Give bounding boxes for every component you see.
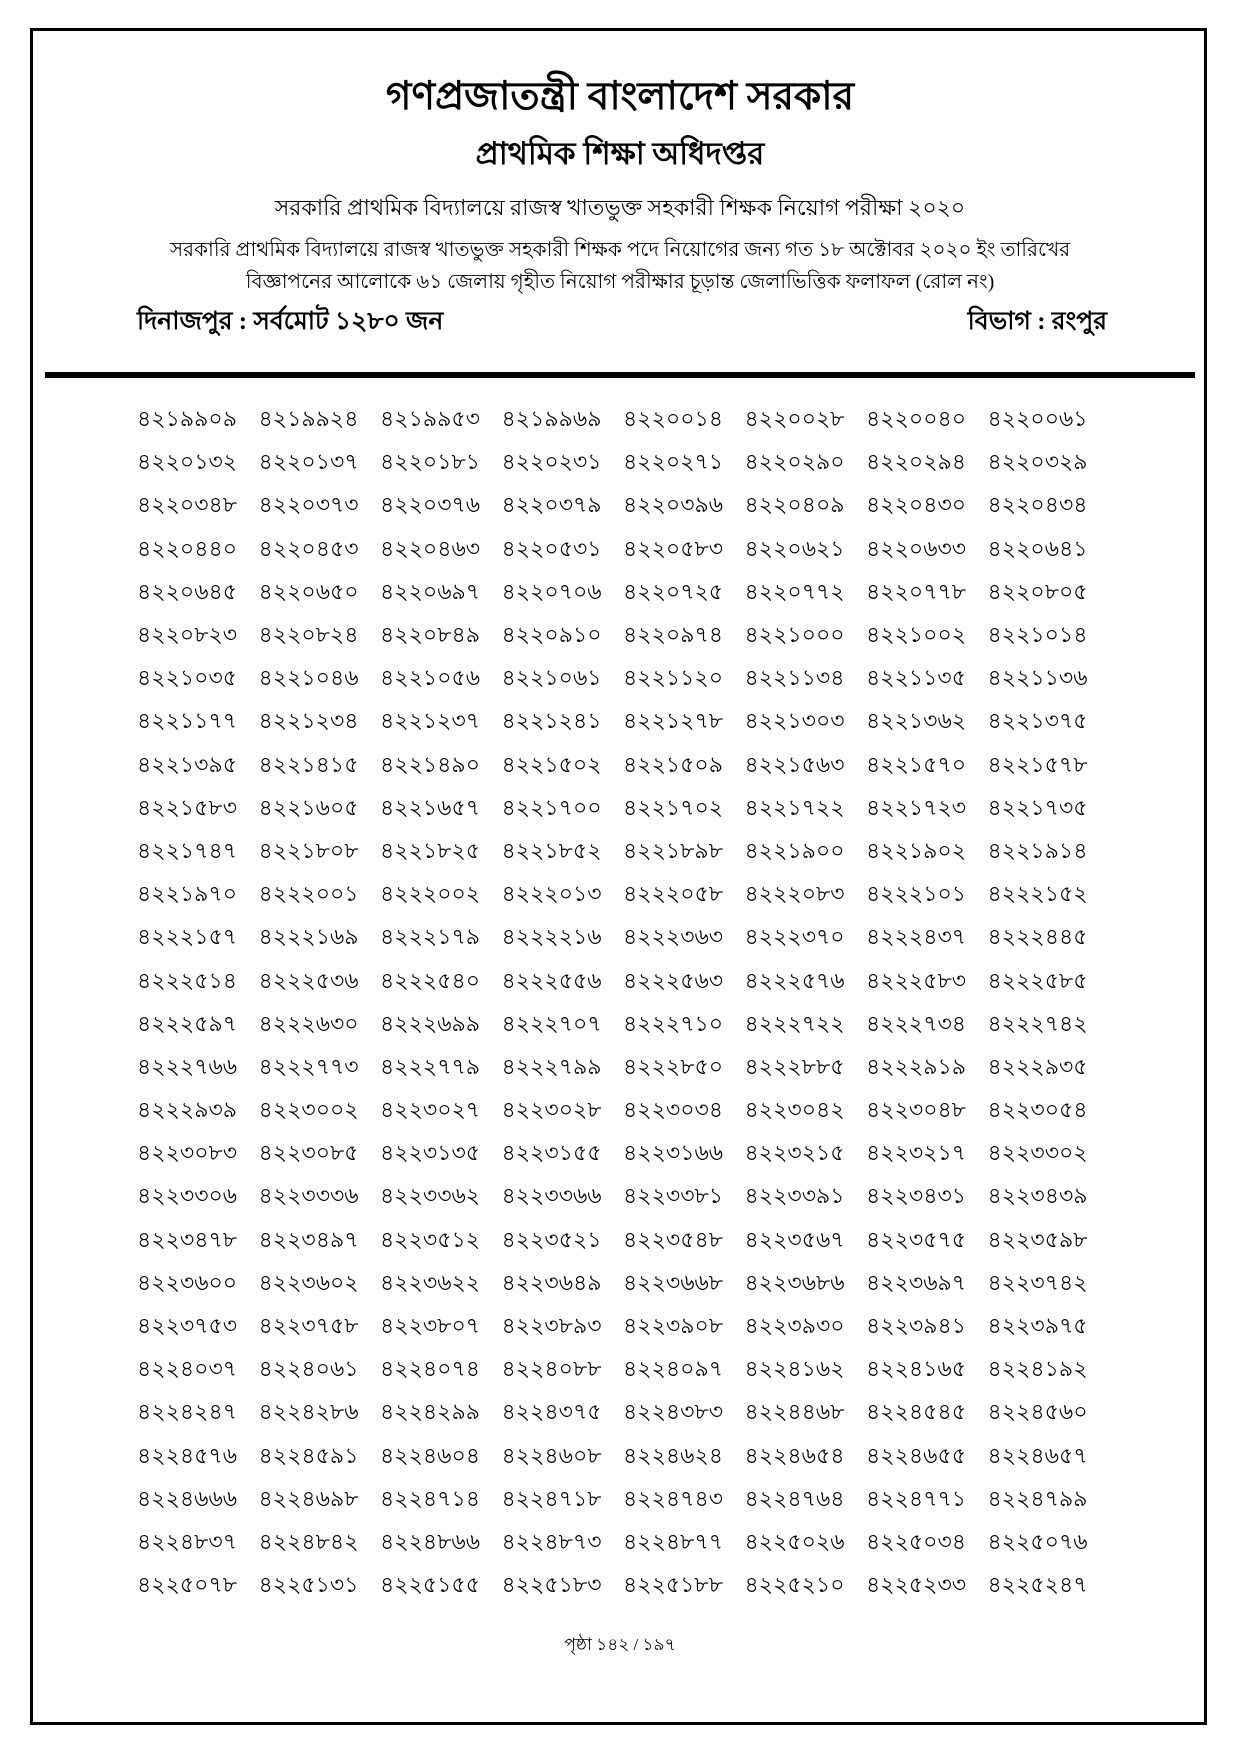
roll-number: ৪২২৪১৯২ [987, 1356, 1088, 1382]
roll-number: ৪২২০১৩২ [137, 449, 238, 475]
roll-number: ৪২২৪৪৬৮ [744, 1399, 845, 1425]
roll-number: ৪২২৫১৮৩ [501, 1572, 602, 1598]
roll-number: ৪২২৩৯৩০ [744, 1313, 845, 1339]
roll-number: ৪২২০২৯৪ [866, 449, 967, 475]
roll-number: ৪২১৯৯০৯ [137, 406, 237, 432]
roll-number: ৪২২৪৬০৮ [501, 1442, 602, 1468]
roll-number: ৪২২২৩৭০ [744, 924, 845, 950]
roll-number: ৪২২৫২৪৭ [987, 1572, 1088, 1598]
roll-number: ৪২২০৪৫৩ [258, 535, 359, 561]
roll-number: ৪২২৩৮৯৩ [501, 1313, 602, 1339]
description-line-2: বিজ্ঞাপনের আলোকে ৬১ জেলায় গৃহীত নিয়োগ পরীক্ষার চূড়ান্ত জেলাভিত্তিক ফলাফল (রোল নং) [245, 271, 995, 293]
roll-number: ৪২২৪৮৭৭ [623, 1528, 724, 1554]
roll-number: ৪২২৩১৬৬ [623, 1140, 724, 1166]
roll-number: ৪২২০২৯০ [744, 449, 845, 475]
roll-number: ৪২২১৯০০ [744, 837, 845, 863]
roll-number: ৪২২০৩৭৯ [501, 492, 602, 518]
roll-number: ৪২২৩৫৭৫ [866, 1226, 967, 1252]
roll-number: ৪২২১৮৫২ [501, 837, 602, 863]
roll-number: ৪২২০১৮১ [380, 449, 481, 475]
roll-number: ৪২২১৫৭০ [866, 751, 967, 777]
roll-number: ৪২২৪৭৪৩ [623, 1485, 724, 1511]
roll-number: ৪২২৪০৬১ [258, 1356, 359, 1382]
roll-number: ৪২২১৫০২ [501, 751, 602, 777]
roll-number: ৪২২২৬৯৯ [380, 1010, 481, 1036]
roll-number: ৪২২২৫৮৩ [866, 967, 967, 993]
roll-number: ৪২২৫০৭৬ [987, 1528, 1088, 1554]
roll-number: ৪২২২৮৮৫ [744, 1053, 845, 1079]
roll-number: ৪২২১১৭৭ [137, 708, 238, 734]
roll-number: ৪২২০৭৭২ [744, 578, 845, 604]
roll-number: ৪২২২৫৬৩ [623, 967, 724, 993]
roll-number: ৪২২৩৪৩৯ [987, 1183, 1088, 1209]
roll-number: ৪২২৫০২৬ [744, 1528, 845, 1554]
roll-number: ৪২২২৭১০ [623, 1010, 724, 1036]
roll-number: ৪২২৪১৬২ [744, 1356, 845, 1382]
roll-number: ৪২২৪০৩৭ [137, 1356, 238, 1382]
roll-number: ৪২২৩৩০২ [987, 1140, 1088, 1166]
roll-number: ৪২২০৪৪০ [137, 535, 238, 561]
roll-number: ৪২২৪০৭৪ [380, 1356, 481, 1382]
roll-number: ৪২২১৫৭৮ [987, 751, 1088, 777]
description-line-1: সরকারি প্রাথমিক বিদ্যালয়ে রাজস্ব খাতভুক্ত সহকারী শিক্ষক পদে নিয়োগের জন্য গত ১৮ অক্টোবর ২০২০ ইং তারিখের [169, 239, 1071, 261]
roll-number: ৪২২৪২৪৭ [137, 1399, 238, 1425]
roll-number: ৪২২৩৩৩৬ [258, 1183, 359, 1209]
roll-number: ৪২২২১০১ [866, 881, 967, 907]
roll-number: ৪২২৩৪৩১ [866, 1183, 967, 1209]
roll-number: ৪২২২৭৪২ [987, 1010, 1088, 1036]
roll-number: ৪২২৩৯০৮ [623, 1313, 724, 1339]
roll-number: ৪২২০৮২৩ [137, 622, 238, 648]
roll-number: ৪২২১৯১৪ [987, 837, 1088, 863]
roll-number: ৪২২০৮০৫ [987, 578, 1088, 604]
roll-number: ৪২২২৮৫০ [623, 1053, 724, 1079]
page-number: পৃষ্ঠা ১৪২ / ১৯৭ [564, 1635, 676, 1654]
roll-number: ৪২২১১৩৬ [987, 665, 1088, 691]
roll-number: ৪২২১৬০৫ [258, 794, 359, 820]
roll-number: ৪২২২৭৬৬ [137, 1053, 238, 1079]
roll-number: ৪২২৫০৭৮ [137, 1572, 238, 1598]
roll-number: ৪২২১২৩৭ [380, 708, 481, 734]
roll-number: ৪২২২০৮৩ [744, 881, 845, 907]
roll-number: ৪২২৩৬৮৬ [744, 1269, 845, 1295]
roll-number: ৪২২০৬৯৭ [380, 578, 481, 604]
roll-number: ৪২২১১৩৫ [866, 665, 967, 691]
roll-number: ৪২২০৩৭৩ [258, 492, 359, 518]
roll-number: ৪২২১৭০২ [623, 794, 724, 820]
roll-number: ৪২২৩৩৬২ [380, 1183, 481, 1209]
roll-number: ৪২২৪৬৯৮ [258, 1485, 359, 1511]
roll-number: ৪২২২৭৭৯ [380, 1053, 481, 1079]
roll-number: ৪২২১৭৪৭ [137, 837, 238, 863]
roll-number: ৪২২২৬৩০ [258, 1010, 359, 1036]
roll-number: ৪২২২৯১৯ [866, 1053, 967, 1079]
roll-number: ৪২২২৫৩৬ [258, 967, 359, 993]
roll-number: ৪২২২৫৪০ [380, 967, 481, 993]
roll-number: ৪২২১৭৩৫ [987, 794, 1088, 820]
roll-number: ৪২২১০৫৬ [380, 665, 481, 691]
roll-number: ৪২২০২৩১ [501, 449, 602, 475]
roll-number: ৪২২৩০৪২ [744, 1097, 845, 1123]
roll-number: ৪২২১৮৯৮ [623, 837, 723, 863]
roll-number: ৪২২৫০৩৪ [866, 1528, 967, 1554]
roll-number: ৪২২১৭২৩ [866, 794, 967, 820]
roll-number: ৪২২৩০৫৪ [987, 1097, 1088, 1123]
roll-number: ৪২২৩৪৯৭ [258, 1226, 359, 1252]
district-total-label: দিনাজপুর : সর্বমোট ১২৮০ জন [137, 308, 444, 335]
roll-number: ৪২২৪৬০৪ [380, 1442, 481, 1468]
roll-number: ৪২২৩৫৯৮ [987, 1226, 1088, 1252]
roll-number: ৪২২৩৭৫৮ [258, 1313, 359, 1339]
roll-number: ৪২২৩৬৯৭ [866, 1269, 967, 1295]
roll-number: ৪২২০৩৯৬ [623, 492, 724, 518]
roll-number: ৪২২৩১৫৫ [501, 1140, 602, 1166]
roll-number: ৪২১৯৯৬৯ [501, 406, 602, 432]
roll-number: ৪২২১৪৯০ [380, 751, 481, 777]
roll-number: ৪২২৩৭৫৩ [137, 1313, 238, 1339]
roll-number: ৪২২৫১৩১ [258, 1572, 359, 1598]
roll-number: ৪২২৩৩৯১ [744, 1183, 845, 1209]
roll-number: ৪২২০৬২১ [744, 535, 845, 561]
roll-number: ৪২২৩০২৭ [380, 1097, 481, 1123]
roll-number: ৪২২০০২৮ [744, 406, 845, 432]
roll-number: ৪২২১২৪১ [501, 708, 602, 734]
roll-number: ৪২২২৫৭৬ [744, 967, 845, 993]
roll-number: ৪২২২৪৩৭ [866, 924, 967, 950]
division-label: বিভাগ : রংপুর [967, 308, 1107, 335]
roll-number: ৪২২৩০৮৩ [137, 1140, 238, 1166]
district-division-bar [137, 301, 1107, 344]
roll-number: ৪২২৩৬৪৯ [501, 1269, 602, 1295]
roll-number: ৪২২৪২৮৬ [258, 1399, 359, 1425]
roll-number: ৪২২০৭৭৮ [866, 578, 967, 604]
roll-number: ৪২২০৩৪৮ [137, 492, 238, 518]
roll-number: ৪২২১০৩৫ [137, 665, 238, 691]
roll-number: ৪২২১০৬১ [501, 665, 602, 691]
roll-number: ৪২২০৬৫০ [258, 578, 359, 604]
roll-number: ৪২২০৫৮৩ [623, 535, 724, 561]
roll-number: ৪২২৩০০২ [258, 1097, 359, 1123]
government-title: গণপ্রজাতন্ত্রী বাংলাদেশ সরকার [385, 75, 855, 118]
roll-number: ৪২২৩৫১২ [380, 1226, 481, 1252]
roll-number: ৪২২০৬৪৫ [137, 578, 238, 604]
roll-number: ৪২২১০৪৬ [258, 665, 359, 691]
roll-number: ৪২২৪৮৪২ [258, 1528, 359, 1554]
roll-number: ৪২২৪৬২৪ [623, 1442, 724, 1468]
roll-number: ৪২২১২৭৮ [623, 708, 724, 734]
roll-number: ৪২২২০১৩ [501, 881, 602, 907]
roll-number: ৪২২৩২১৫ [744, 1140, 845, 1166]
roll-number: ৪২২৩৫৬৭ [744, 1226, 845, 1252]
roll-number: ৪২২৪৭৬৪ [744, 1485, 845, 1511]
roll-number: ৪২২০৪৩৪ [987, 492, 1088, 518]
roll-number-grid [137, 399, 1109, 1608]
roll-number: ৪২২৩০৪৮ [866, 1097, 967, 1123]
header-divider-rule [45, 372, 1195, 378]
roll-number: ৪২২০৭২৫ [623, 578, 724, 604]
roll-number: ৪২২৪০৮৮ [501, 1356, 602, 1382]
roll-number: ৪২২২৫৫৬ [501, 967, 602, 993]
roll-number: ৪২২০০১৪ [623, 406, 724, 432]
roll-number: ৪২২৩৯৭৫ [987, 1313, 1088, 1339]
roll-number: ৪২২৪৭১৪ [380, 1485, 481, 1511]
roll-number: ৪২২৩৯৪১ [866, 1313, 967, 1339]
roll-number: ৪২২১৪১৫ [258, 751, 359, 777]
roll-number: ৪২২৩৭৪২ [987, 1269, 1088, 1295]
roll-number: ৪২২২৭২২ [744, 1010, 845, 1036]
roll-number: ৪২২৪৬৫৭ [987, 1442, 1088, 1468]
roll-number: ৪২২১০০০ [744, 622, 845, 648]
roll-number: ৪২২৩৩৬৬ [501, 1183, 602, 1209]
roll-number: ৪২২২১৭৯ [380, 924, 481, 950]
roll-number: ৪২২১৮০৮ [258, 837, 359, 863]
roll-number: ৪২২২১৫২ [987, 881, 1088, 907]
roll-number: ৪২২১৫০৯ [623, 751, 724, 777]
roll-number: ৪২২০৬৩৩ [866, 535, 967, 561]
roll-number: ৪২২৪৫৯১ [258, 1442, 359, 1468]
roll-number: ৪২২১০০২ [866, 622, 967, 648]
roll-number: ৪২২১৯৭০ [137, 881, 238, 907]
roll-number: ৪২২০৮৪৯ [380, 622, 481, 648]
roll-number: ৪২২৩৩০৬ [137, 1183, 238, 1209]
roll-number: ৪২২৪৮৩৭ [137, 1528, 238, 1554]
roll-number: ৪২২১৯০২ [866, 837, 967, 863]
roll-number: ৪২২১৮২৫ [380, 837, 481, 863]
roll-number: ৪২২১১২০ [623, 665, 724, 691]
roll-number: ৪২২১৬৫৭ [380, 794, 481, 820]
roll-number: ৪২২৪০৯৭ [623, 1356, 724, 1382]
roll-number: ৪২২৫২৩৩ [866, 1572, 967, 1598]
roll-number: ৪২২২৭৯৯ [501, 1053, 602, 1079]
roll-number: ৪২২৩৬০২ [258, 1269, 359, 1295]
roll-number: ৪২২৩৩৮১ [623, 1183, 724, 1209]
roll-number: ৪২২৩০৩৪ [623, 1097, 724, 1123]
roll-number: ৪২২০১৩৭ [258, 449, 359, 475]
roll-number: ৪২২৪৭৭১ [866, 1485, 967, 1511]
roll-number: ৪২২০৪৩০ [866, 492, 967, 518]
roll-number: ৪২২৩৪৭৮ [137, 1226, 238, 1252]
roll-number: ৪২২০৪০৯ [744, 492, 845, 518]
roll-number: ৪২২৪৮৬৬ [380, 1528, 481, 1554]
roll-number: ৪২২৩২১৭ [866, 1140, 967, 1166]
roll-number: ৪২২৪৭১৮ [501, 1485, 602, 1511]
roll-number: ৪২২১৫৮৩ [137, 794, 238, 820]
roll-number: ৪২২০২৭১ [623, 449, 724, 475]
roll-number: ৪২২২০০২ [380, 881, 481, 907]
roll-number: ৪২২৪৩৭৫ [501, 1399, 602, 1425]
roll-number: ৪২২৪৬৬৬ [137, 1485, 238, 1511]
roll-number: ৪২২৫২১০ [744, 1572, 845, 1598]
roll-number: ৪২২৩৫৪৮ [623, 1226, 724, 1252]
roll-number: ৪২২০৩৭৬ [380, 492, 481, 518]
roll-number: ৪২২০৮২৪ [258, 622, 359, 648]
roll-number: ৪২২১১৩৪ [744, 665, 845, 691]
roll-number: ৪২২২০০১ [258, 881, 359, 907]
roll-number: ৪২২১২৩৪ [258, 708, 359, 734]
roll-number: ৪২২২২১৬ [501, 924, 602, 950]
roll-number: ৪২২২৫৯৭ [137, 1010, 238, 1036]
roll-number: ৪২২৪৬৫৪ [744, 1442, 845, 1468]
roll-number: ৪২২৪৫৬০ [987, 1399, 1088, 1425]
roll-number: ৪২২৩৬০০ [137, 1269, 238, 1295]
exam-title: সরকারি প্রাথমিক বিদ্যালয়ে রাজস্ব খাতভুক্ত সহকারী শিক্ষক নিয়োগ পরীক্ষা ২০২০ [274, 195, 966, 220]
roll-number: ৪২২২৫৮৫ [987, 967, 1088, 993]
roll-number: ৪২২০০৬১ [987, 406, 1088, 432]
roll-number: ৪২২১৭২২ [744, 794, 845, 820]
roll-number: ৪২২৫১৮৮ [623, 1572, 723, 1598]
roll-number: ৪২২৪৩৮৩ [623, 1399, 724, 1425]
roll-number: ৪২২১০১৪ [987, 622, 1088, 648]
roll-number: ৪২২৩৬২২ [380, 1269, 481, 1295]
roll-number: ৪২২২৭০৭ [501, 1010, 602, 1036]
roll-number: ৪২২৪৮৭৩ [501, 1528, 602, 1554]
roll-number: ৪২২৪১৬৫ [866, 1356, 967, 1382]
roll-number: ৪২২২৯৩৯ [137, 1097, 238, 1123]
roll-number: ৪২২১৫৬৩ [744, 751, 845, 777]
roll-number: ৪২২৩৮০৭ [380, 1313, 481, 1339]
roll-number: ৪২২২৪৪৫ [987, 924, 1088, 950]
roll-number: ৪২২১৩৭৫ [987, 708, 1088, 734]
roll-number: ৪২২২১৫৭ [137, 924, 238, 950]
roll-number: ৪২২৪২৯৯ [380, 1399, 481, 1425]
roll-number: ৪২২২৭৩৪ [866, 1010, 967, 1036]
roll-number: ৪২২০৬৪১ [987, 535, 1088, 561]
roll-number: ৪২২০৯৭৪ [623, 622, 724, 648]
roll-number: ৪২১৯৯৫৩ [380, 406, 480, 432]
roll-number: ৪২২০৪৬৩ [380, 535, 481, 561]
roll-number: ৪২২৪৫৪৫ [866, 1399, 966, 1425]
roll-number: ৪২১৯৯২৪ [258, 406, 359, 432]
roll-number: ৪২২০৫৩১ [501, 535, 602, 561]
roll-number: ৪২২৩১৩৫ [380, 1140, 481, 1166]
roll-number: ৪২২১৭০০ [501, 794, 602, 820]
roll-number: ৪২২১৩০৩ [744, 708, 845, 734]
roll-number: ৪২২৩০২৮ [501, 1097, 602, 1123]
roll-number: ৪২২২৯৩৫ [987, 1053, 1088, 1079]
roll-number: ৪২২১৩৯৫ [137, 751, 238, 777]
roll-number: ৪২২০৩২৯ [987, 449, 1088, 475]
roll-number: ৪২২০০৪০ [866, 406, 967, 432]
roll-number: ৪২২৪৫৭৬ [137, 1442, 238, 1468]
roll-number: ৪২২১৩৬২ [866, 708, 967, 734]
department-title: প্রাথমিক শিক্ষা অধিদপ্তর [475, 136, 765, 171]
roll-number: ৪২২২০৫৮ [623, 881, 724, 907]
roll-number: ৪২২৩৬৬৮ [623, 1269, 724, 1295]
roll-number: ৪২২০৯১০ [501, 622, 602, 648]
roll-number: ৪২২২৫১৪ [137, 967, 238, 993]
roll-number: ৪২২২৭৭৩ [258, 1053, 359, 1079]
roll-number: ৪২২৪৭৯৯ [987, 1485, 1088, 1511]
roll-number: ৪২২৩৫২১ [501, 1226, 602, 1252]
roll-number: ৪২২৪৬৫৫ [866, 1442, 967, 1468]
roll-number: ৪২২২১৬৯ [258, 924, 359, 950]
roll-number: ৪২২৫১৫৫ [380, 1572, 480, 1598]
roll-number: ৪২২০৭০৬ [501, 578, 602, 604]
roll-number: ৪২২৩০৮৫ [258, 1140, 359, 1166]
roll-number: ৪২২২৩৬৩ [623, 924, 724, 950]
